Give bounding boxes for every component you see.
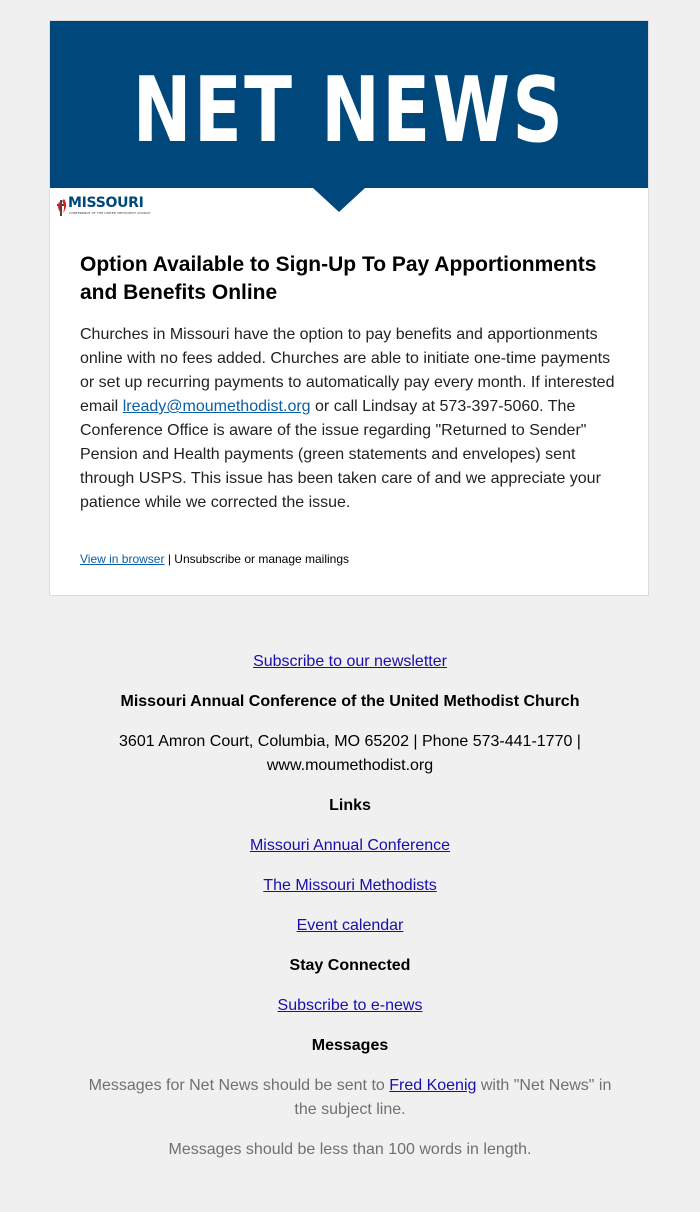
stay-connected-heading: Stay Connected <box>289 957 411 974</box>
newsletter-card <box>49 20 649 596</box>
missouri-methodists-link[interactable]: The Missouri Methodists <box>263 877 437 894</box>
banner-title: NET NEWS <box>132 58 566 163</box>
messages-instructions <box>80 1074 620 1122</box>
org-address: 3601 Amron Court, Columbia, MO 65202 | Phone 573-441-1770 | www.moumethodist.org <box>119 733 581 774</box>
links-heading: Links <box>329 797 371 814</box>
missouri-logo <box>56 195 156 219</box>
logo-subtitle: CONFERENCE OF THE UNITED METHODIST CHURCH <box>69 211 151 215</box>
logo-wordmark: MISSOURI <box>68 195 144 211</box>
email-link[interactable]: lready@moumethodist.org <box>122 398 311 415</box>
article-body-text-continued: or call Lindsay at 573-397-5060. The Conference Office is aware of the issue regarding "Returned to Sender" Pension and Health payments (green statements and envelopes) sent through USPS. This issue has been taken care of and we appreciate your patience while we corrected the issue. <box>80 398 601 511</box>
subscribe-enews-link[interactable]: Subscribe to e-news <box>277 997 423 1014</box>
view-in-browser-link[interactable]: View in browser <box>80 552 165 566</box>
subscribe-newsletter-link[interactable]: Subscribe to our newsletter <box>253 653 447 670</box>
missouri-annual-conference-link[interactable]: Missouri Annual Conference <box>249 837 451 854</box>
org-name: Missouri Annual Conference of the United Methodist Church <box>120 693 580 710</box>
article-headline: Option Available to Sign-Up To Pay Apportionments and Benefits Online <box>80 253 597 304</box>
fred-koenig-link[interactable]: Fred Koenig <box>389 1077 477 1094</box>
article-body-text: Churches in Missouri have the option to pay benefits and apportionments online with no fees added. Churches are able to initiate one-time payments or set up recurring payments to automatically pay every month. If interested email <box>80 326 615 415</box>
header-banner <box>50 21 648 188</box>
banner-notch <box>313 188 365 212</box>
unsubscribe-link[interactable]: Unsubscribe or manage mailings <box>174 552 350 566</box>
cross-flame-icon <box>56 197 68 217</box>
messages-text: Messages for Net News should be sent to <box>88 1077 390 1094</box>
footer-separator: | <box>164 552 175 566</box>
messages-length-note: Messages should be less than 100 words in length. <box>168 1141 532 1158</box>
email-footer <box>80 650 620 1178</box>
article-body <box>80 323 625 515</box>
messages-heading: Messages <box>311 1037 389 1054</box>
card-footer <box>80 551 349 567</box>
event-calendar-link[interactable]: Event calendar <box>296 917 404 934</box>
messages-text-continued: with "Net News" in the subject line. <box>294 1077 612 1118</box>
